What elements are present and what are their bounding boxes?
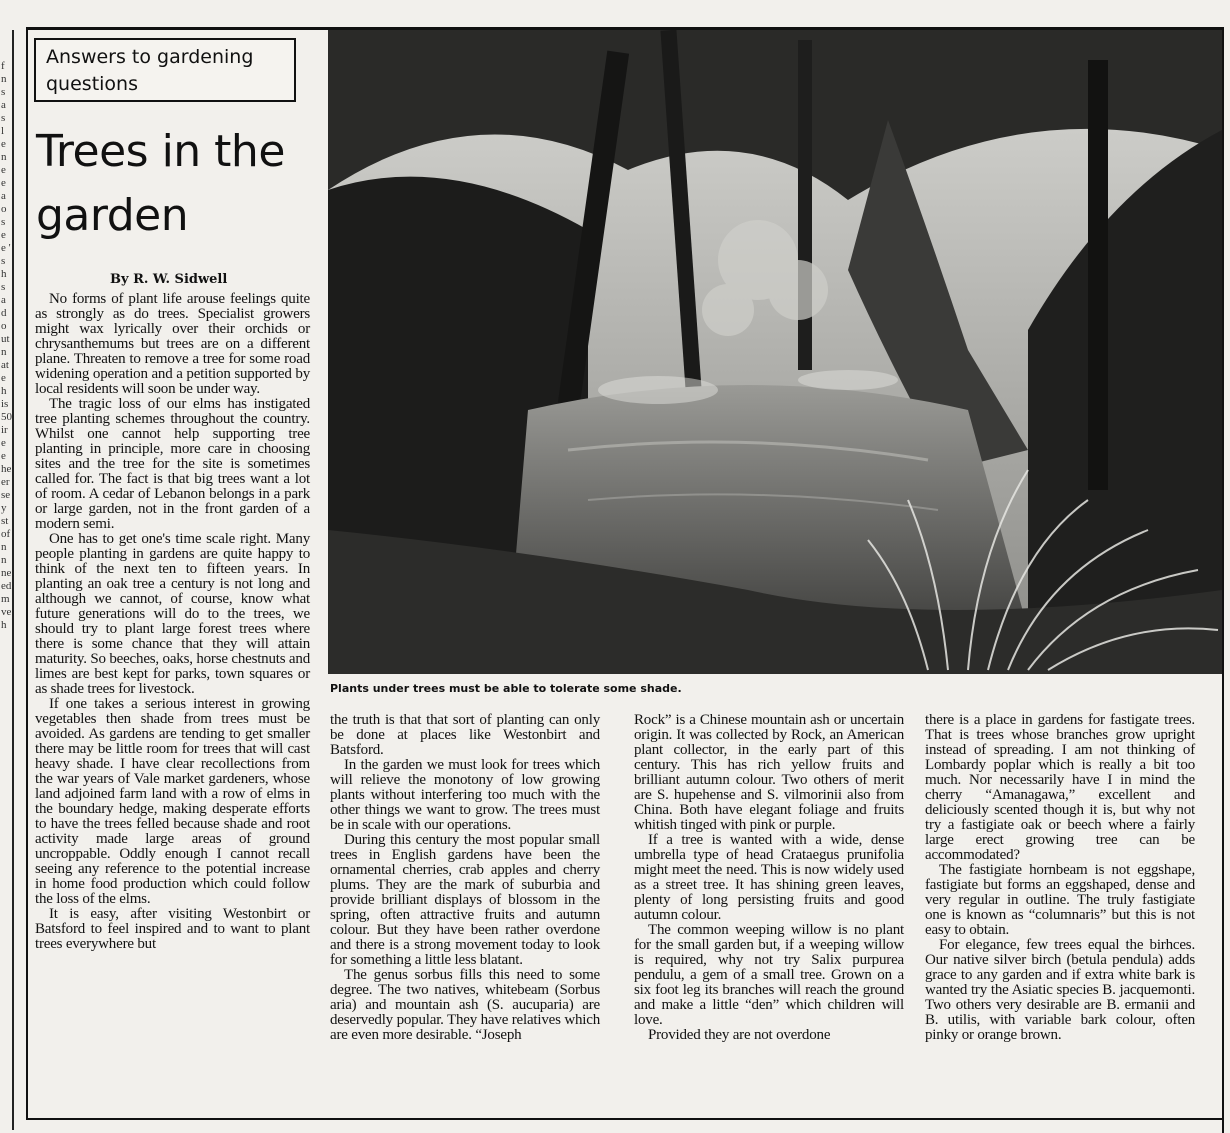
right-border-rule — [1222, 27, 1224, 1133]
article-headline: Trees in the garden — [36, 126, 285, 241]
garden-photo — [328, 30, 1222, 674]
left-column-rule — [12, 30, 14, 1130]
garden-photo-illustration — [328, 30, 1222, 674]
paragraph: No forms of plant life arouse feelings quite as strongly as do trees. Specialist growers might wax lyrically over their orchids or chrysanthemums but trees are on a different plane. Threaten to remove a tree for some road widening operation and a petition supported by local residents will soon be under way. — [35, 291, 310, 397]
paragraph: The genus sorbus fills this need to some degree. The two natives, whitebeam (Sorbus aria) and mountain ash (S. aucuparia) are deservedly popular. They have relatives which are even more desirable. “Joseph — [330, 967, 600, 1043]
paragraph: there is a place in gardens for fastigate trees. That is trees whose branches grow upright instead of spreading. I am not thinking of Lombardy poplar which is really a bit too much. Nor necessarily have I in mind the cherry “Amanagawa,” excellent and deliciously scented though it is, but why not try a fastigiate oak or beech where a fairly large erect growing tree can be accommodated? — [925, 712, 1195, 863]
paragraph: If one takes a serious interest in growing vegetables then shade from trees must be avoided. As gardens are tending to get smaller there may be little room for trees that will cast heavy shade. I have clear recollections from the war years of Vale market gardeners, whose land adjoined farm land with a row of elms in the boundary hedge, making desperate efforts to have the trees felled because shade and root activity made large areas of ground uncroppable. Oddly enough I cannot recall seeing any reference to the potential increase in home food production which could follow the loss of the elms. — [35, 696, 310, 907]
paragraph: If a tree is wanted with a wide, dense umbrella type of head Crataegus prunifolia might meet the need. This is now widely used as a street tree. It has shining green leaves, plenty of long persisting fruits and good autumn colour. — [634, 832, 904, 923]
article-byline: By R. W. Sidwell — [110, 272, 228, 287]
paragraph: In the garden we must look for trees which will relieve the monotony of low growing plants without interfering too much with the other things we want to grow. The trees must be in scale with our operations. — [330, 757, 600, 833]
paragraph: During this century the most popular small trees in English gardens have been the ornamental cherries, crab apples and cherry plums. They are the mark of suburbia and provide brilliant displays of blossom in the spring, often attractive fruits and autumn colour. But they have been rather overdone and there is a strong movement today to look for something a little less blatant. — [330, 832, 600, 968]
paragraph: It is easy, after visiting Westonbirt or Batsford to feel inspired and to want to plant trees everywhere but — [35, 906, 310, 952]
article-column-3 — [634, 713, 904, 1043]
section-kicker: Answers to gardening questions — [34, 38, 296, 102]
article-column-2 — [330, 713, 600, 1043]
bottom-border-rule — [26, 1118, 1224, 1120]
paragraph: One has to get one's time scale right. Many people planting in gardens are quite happy to think of the next ten to fifteen years. In planting an oak tree a century is not long and although we cannot, of course, know what future generations will do to the trees, we should try to plant large forest trees where there is some chance that they will attain maturity. So beeches, oaks, horse chestnuts and limes are best kept for parks, town squares or as shade trees for livestock. — [35, 531, 310, 697]
adjacent-column-fragments: f n s a s l e n e e a o s e e ' s h s a d o ut n at e h is 50 ir e e he er se y st of n n ne ed m ve h — [1, 60, 12, 631]
article-left-rule — [26, 27, 28, 1120]
paragraph: The tragic loss of our elms has instigated tree planting schemes throughout the country. Whilst one cannot help supporting tree planting in principle, more care in choosing sites and the tree for the site is sometimes called for. The fact is that big trees want a lot of room. A cedar of Lebanon belongs in a park or large garden, not in the front garden of a modern semi. — [35, 396, 310, 532]
paragraph: The common weeping willow is no plant for the small garden but, if a weeping willow is required, why not try Salix purpurea pendulu, a gem of a small tree. Grown on a six foot leg its branches will reach the ground and make a little “den” which children will love. — [634, 922, 904, 1028]
paragraph: Rock” is a Chinese mountain ash or uncertain origin. It was collected by Rock, an American plant collector, in the early part of this century. This has rich yellow fruits and brilliant autumn colour. Two others of merit are S. hupehense and S. vilmorinii also from China. Both have elegant foliage and fruits whitish tinged with pink or purple. — [634, 712, 904, 833]
paragraph: the truth is that that sort of planting can only be done at places like Westonbirt and Batsford. — [330, 712, 600, 758]
paragraph: For elegance, few trees equal the birhces. Our native silver birch (betula pendula) adds grace to any garden and if extra white bark is wanted try the Asiatic species B. jacquemonti. Two others very desirable are B. ermanii and B. utilis, with variable bark colour, often pinky or orange brown. — [925, 937, 1195, 1043]
paragraph: The fastigiate hornbeam is not eggshape, fastigiate but forms an eggshaped, dense and very regular in outline. The truly fastigiate one is known as “columnaris” but this is not easy to obtain. — [925, 862, 1195, 938]
photo-caption: Plants under trees must be able to tolerate some shade. — [330, 682, 682, 695]
article-column-1 — [35, 292, 310, 952]
paragraph: Provided they are not overdone — [648, 1027, 831, 1043]
article-column-4 — [925, 713, 1195, 1043]
